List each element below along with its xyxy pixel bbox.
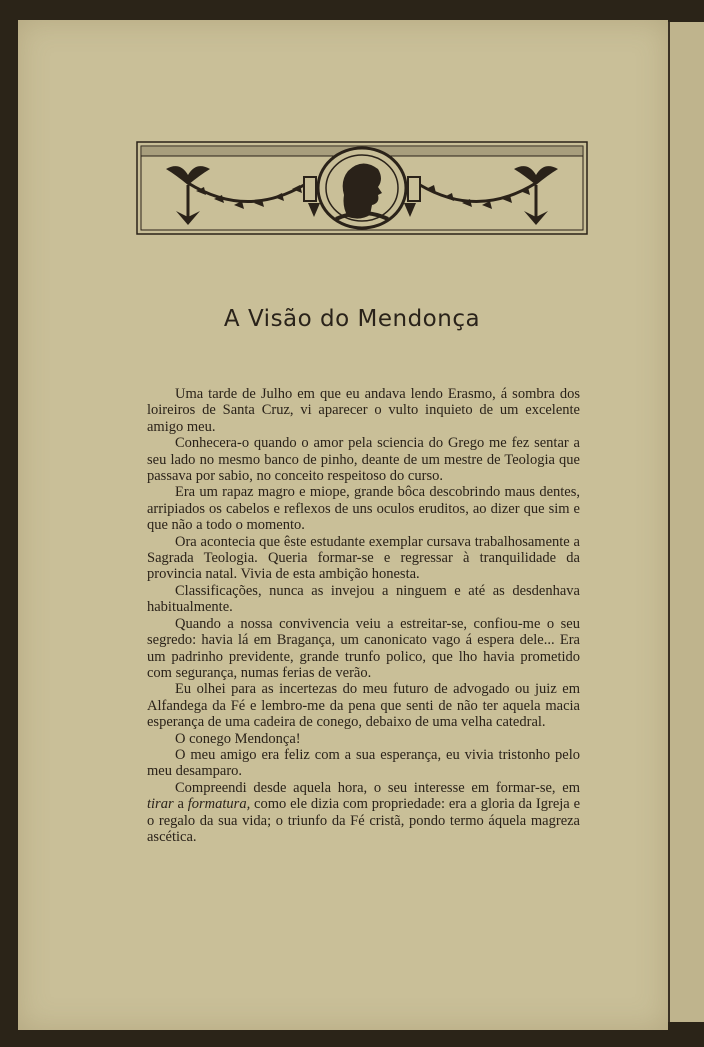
paragraph: Eu olhei para as incertezas do meu futuro de advogado ou juiz em Alfandega da Fé e lembro-me da pena que senti de não ter aquela macia esperança de uma cadeira de conego, debaixo de uma velha catedral. [147, 681, 580, 731]
text-run: Compreendi desde aquela hora, o seu interesse em formar-se, em [175, 779, 580, 796]
ornamental-headpiece [136, 141, 588, 235]
italic-text: formatura, [187, 796, 251, 813]
paragraph: O conego Mendonça! [175, 730, 301, 747]
paragraph: Era um rapaz magro e miope, grande bôca descobrindo maus dentes, arripiados os cabelos e reflexos de uns oculos eruditos, ao dizer que sim e que não a todo o momento. [147, 484, 580, 534]
paragraph-last [147, 780, 580, 846]
italic-text: tirar [147, 796, 174, 813]
text-run: como ele dizia com propriedade: era a gloria da Igreja e o regalo da sua vida; o triunfo da Fé cristã, pondo termo áquela magreza ascética. [147, 796, 581, 845]
paragraph: Conhecera-o quando o amor pela sciencia do Grego me fez sentar a seu lado no mesmo banco de pinho, deante de um mestre de Teologia que passava por sabio, no conceito respeitoso do curso. [147, 435, 580, 485]
adjacent-page-edge [668, 22, 704, 1022]
body-text [147, 386, 580, 845]
text-run: a [173, 796, 188, 813]
paragraph: Quando a nossa convivencia veiu a estreitar-se, confiou-me o seu segredo: havia lá em Bragança, um canonicato vago á espera dele... Era um padrinho previdente, grande trunfo polico, que lho havia prometido com segurança, numas ferias de verão. [147, 615, 580, 681]
paragraph: Ora acontecia que êste estudante exemplar cursava trabalhosamente a Sagrada Teologia. Queria formar-se e regressar à tranquilidade da provincia natal. Vivia de esta ambição honesta. [147, 533, 580, 583]
paragraph: Classificações, nunca as invejou a ninguem e até as desdenhava habitualmente. [147, 582, 580, 616]
paragraph: Uma tarde de Julho em que eu andava lendo Erasmo, á sombra dos loireiros de Santa Cruz, vi aparecer o vulto inquieto de um excelente amigo meu. [147, 386, 580, 435]
chapter-title: A Visão do Mendonça [223, 306, 481, 332]
paragraph: O meu amigo era feliz com a sua esperança, eu vivia tristonho pelo meu desamparo. [147, 746, 580, 780]
